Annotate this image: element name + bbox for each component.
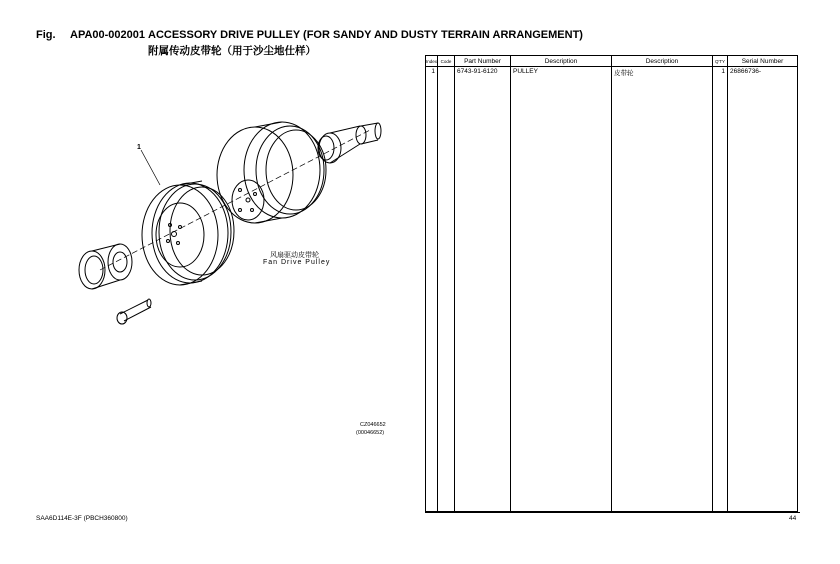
back-pulley: [217, 122, 326, 223]
drawing-id-alt: (00046652): [356, 430, 385, 436]
column-header-serial-number: Serial Number: [728, 56, 798, 67]
drawing-label-chinese: 风扇驱动皮带轮: [270, 252, 319, 259]
column-header-qty: Q'TY: [713, 56, 728, 67]
row-code: [438, 67, 455, 79]
figure-title-chinese: 附属传动皮带轮（用于沙尘地仕样）: [148, 45, 316, 57]
hub-adapter: [79, 244, 132, 289]
drive-shaft: [318, 123, 381, 163]
column-header-description-cn: Description: [612, 56, 713, 67]
column-header-description-en: Description: [511, 56, 612, 67]
callout-leader: [141, 150, 160, 185]
table-row: [426, 67, 798, 79]
row-description-en: PULLEY: [511, 67, 612, 79]
row-part-number: 6743-91-6120: [455, 67, 511, 79]
column-header-code: Code: [438, 56, 455, 67]
center-line: [100, 130, 370, 270]
figure-title: ACCESSORY DRIVE PULLEY (FOR SANDY AND DUSTY TERRAIN ARRANGEMENT): [148, 29, 583, 41]
row-serial-number: 26866736-: [728, 67, 798, 79]
front-pulley: [142, 181, 234, 285]
table-filler-row: [426, 78, 798, 512]
column-header-part-number: Part Number: [455, 56, 511, 67]
figure-label: Fig.: [36, 29, 56, 41]
callout-number: 1: [137, 144, 141, 151]
page-number: 44: [789, 515, 797, 522]
parts-table-header: [426, 56, 798, 67]
figure-code: APA00-002001: [70, 29, 146, 41]
drawing-id: CZ046652: [360, 422, 386, 428]
column-header-index: Index: [426, 56, 438, 67]
footer-rule: [425, 512, 800, 513]
parts-table: [425, 55, 798, 512]
pulley-exploded-drawing: [60, 110, 390, 350]
drawing-label-english: Fan Drive Pulley: [263, 259, 331, 266]
row-description-cn: 皮带轮: [612, 67, 713, 79]
bolt: [117, 299, 151, 324]
footer-model: SAA6D114E-3F (PBCH360800): [36, 515, 128, 522]
row-index: 1: [426, 67, 438, 79]
row-qty: 1: [713, 67, 728, 79]
